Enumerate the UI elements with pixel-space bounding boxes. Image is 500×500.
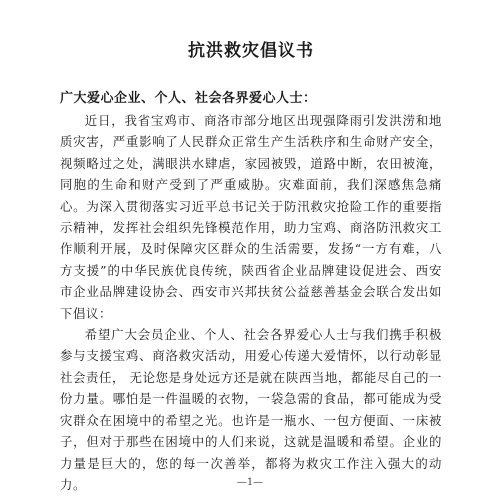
paragraph-2: 希望广大会员企业、个人、社会各界爱心人士与我们携手积极参与支援宝鸡、商洛救灾活动，用爱心传递大爱情怀，以行动彰显社会责任， 无论您是身处远方还是就在陕西当地，都能尽自己的一份力量。哪怕是一件温暖的衣物，一袋急需的食品，都可能成为受灾群众在困境中的希望之光。也许是一瓶水、一包方便面、一床被子，但对于那些在困境中的人们来说，这就是温暖和希望。企业的力量是巨大的，您的每一次善举，都将为救灾工作注入强大的动力。 — [60, 327, 442, 492]
salutation: 广大爱心企业、个人、社会各界爱心人士： — [60, 91, 317, 106]
page-number: —1— — [236, 477, 264, 488]
paragraph-1: 近日，我省宝鸡市、商洛市部分地区出现强降雨引发洪涝和地质灾害，严重影响了人民群众正常生产生活秩序和生命财产安全，视频略过之处，满眼洪水肆虐，家园被毁，道路中断，农田被淹，同胞的生命和财产受到了严重威胁。灾难面前，我们深感焦急痛心。为深入贯彻落实习近平总书记关于防汛救灾抢险工作的重要指示精神，发挥社会组织先锋模范作用，助力宝鸡、商洛防汛救灾工作顺利开展，及时保障灾区群众的生活需要，发扬“一方有难，八方支援”的中华民族优良传统，陕西省企业品牌建设促进会、西安市企业品牌建设协会、西安市兴邦扶贫公益慈善基金会联合发出如下倡议： — [60, 113, 442, 321]
document-title: 抗洪救灾倡议书 — [188, 41, 314, 61]
